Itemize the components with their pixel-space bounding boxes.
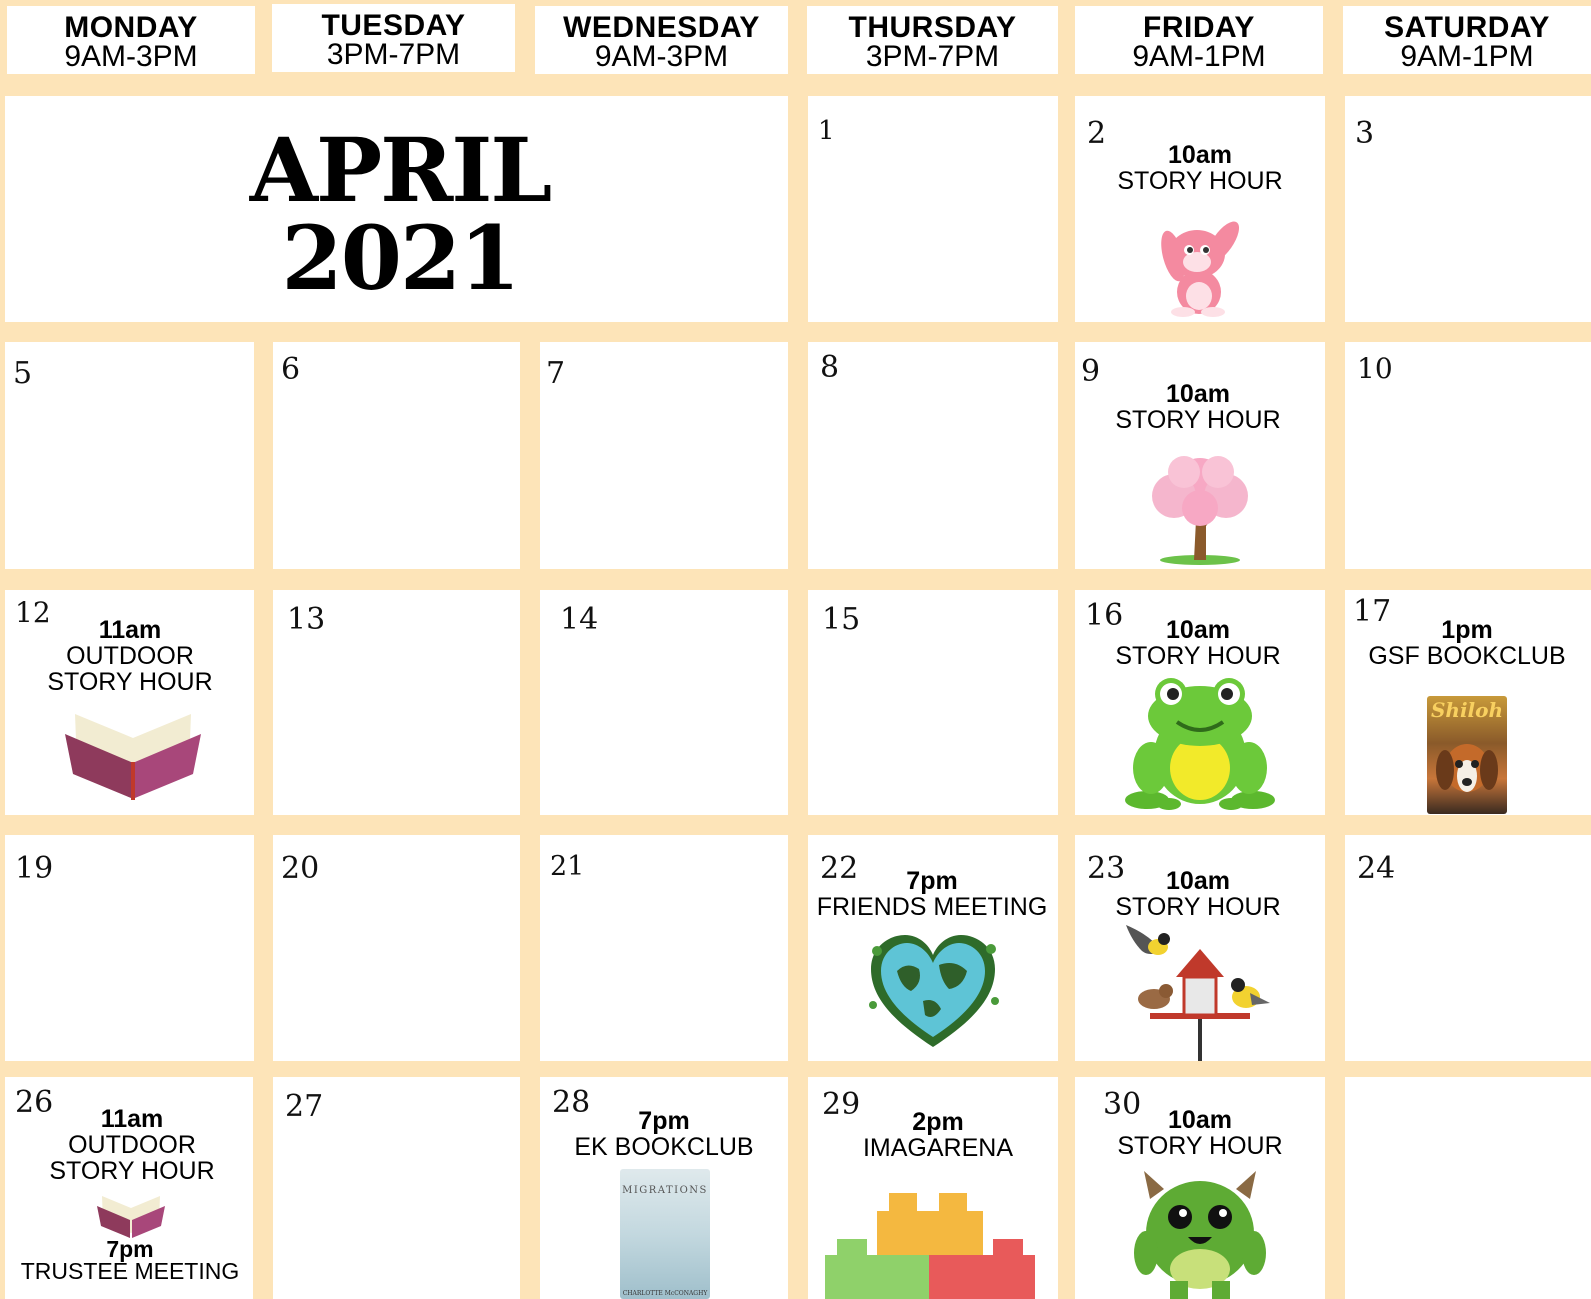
event-name: EK BOOKCLUB <box>574 1133 754 1161</box>
migrations-book-cover <box>620 1169 710 1299</box>
event-time: 10am <box>1166 380 1230 408</box>
day-cell-14 <box>540 590 788 815</box>
day-cell-13 <box>273 590 520 815</box>
day-hours: 9AM-3PM <box>594 40 729 73</box>
day-cell-29 <box>808 1077 1058 1299</box>
header-saturday <box>1343 6 1591 74</box>
event-name-line1: OUTDOOR <box>66 642 194 670</box>
date-number: 26 <box>15 1085 54 1120</box>
day-cell-24 <box>1345 835 1591 1061</box>
cherry-blossom-tree-icon <box>1140 450 1260 565</box>
event <box>812 869 1052 920</box>
day-cell-21 <box>540 835 788 1061</box>
day-cell-9 <box>1075 342 1325 569</box>
event-time: 1pm <box>1441 616 1493 644</box>
bunny-icon <box>1153 212 1247 318</box>
date-number: 12 <box>15 596 51 629</box>
date-number: 20 <box>281 851 320 886</box>
book-author: CHARLOTTE McCONAGHY <box>622 1290 708 1297</box>
day-hours: 3PM-7PM <box>865 40 1000 73</box>
day-name: FRIDAY <box>1143 11 1255 44</box>
day-cell-12 <box>5 590 254 815</box>
day-name: THURSDAY <box>848 11 1017 44</box>
date-number: 5 <box>13 356 33 391</box>
day-name: WEDNESDAY <box>563 11 760 44</box>
date-number: 1 <box>818 116 835 146</box>
event <box>1078 382 1318 433</box>
day-name: SATURDAY <box>1384 11 1550 44</box>
open-book-icon <box>65 708 201 800</box>
day-hours: 9AM-1PM <box>1132 40 1266 73</box>
event-name-line2: STORY HOUR <box>47 668 213 696</box>
open-book-icon <box>97 1193 165 1239</box>
day-cell-16 <box>1075 590 1325 815</box>
bird-feeder-icon <box>1120 921 1280 1061</box>
date-number: 22 <box>820 851 859 886</box>
year-title: 2021 <box>281 206 519 310</box>
date-number: 9 <box>1081 354 1101 389</box>
day-cell-2 <box>1075 96 1325 322</box>
event <box>12 1107 252 1184</box>
date-number: 10 <box>1357 352 1393 385</box>
day-cell-23 <box>1075 835 1325 1061</box>
event-name: STORY HOUR <box>1115 893 1281 921</box>
day-cell-10 <box>1345 342 1591 569</box>
day-cell-20 <box>273 835 520 1061</box>
event-time: 7pm <box>106 1236 154 1262</box>
event <box>1347 618 1587 669</box>
header-tuesday <box>272 4 515 72</box>
day-cell-1 <box>808 96 1058 322</box>
monster-icon <box>1130 1169 1270 1299</box>
book-title: Shiloh <box>1430 698 1504 722</box>
event <box>10 1236 250 1284</box>
event <box>818 1110 1058 1161</box>
book-title: MIGRATIONS <box>622 1185 708 1196</box>
date-number: 14 <box>560 602 599 637</box>
day-cell-3 <box>1345 96 1591 322</box>
event-name: TRUSTEE MEETING <box>20 1258 240 1284</box>
event-time: 11am <box>98 616 162 644</box>
day-cell-7 <box>540 342 788 569</box>
event-name: STORY HOUR <box>1117 167 1283 195</box>
date-number: 23 <box>1087 851 1126 886</box>
event-name: STORY HOUR <box>1117 1132 1283 1160</box>
event <box>544 1109 784 1160</box>
event-name: IMAGARENA <box>862 1134 1014 1162</box>
event-name: STORY HOUR <box>1115 406 1281 434</box>
day-cell-26 <box>5 1077 253 1299</box>
event-name-line2: STORY HOUR <box>49 1157 215 1185</box>
event-time: 10am <box>1166 616 1230 644</box>
event <box>1078 869 1318 920</box>
day-cell-27 <box>273 1077 520 1299</box>
date-number: 29 <box>822 1087 861 1122</box>
event-time: 7pm <box>638 1107 690 1135</box>
date-number: 21 <box>550 851 585 882</box>
day-hours: 9AM-3PM <box>64 40 198 73</box>
event-name-line1: OUTDOOR <box>68 1131 196 1159</box>
day-name: TUESDAY <box>321 9 466 42</box>
month-title-cell <box>5 96 788 322</box>
event-time: 10am <box>1168 1106 1232 1134</box>
date-number: 7 <box>546 356 566 391</box>
date-number: 13 <box>287 602 326 637</box>
day-cell-28 <box>540 1077 788 1299</box>
event <box>1080 143 1320 194</box>
day-cell-8 <box>808 342 1058 569</box>
event-time: 2pm <box>912 1108 964 1136</box>
event-time: 10am <box>1168 141 1232 169</box>
date-number: 16 <box>1085 598 1124 633</box>
date-number: 27 <box>285 1089 324 1124</box>
earth-heart-icon <box>863 931 1003 1051</box>
header-thursday <box>807 6 1058 74</box>
day-cell-15 <box>808 590 1058 815</box>
day-cell-22 <box>808 835 1058 1061</box>
frog-icon <box>1125 676 1275 812</box>
day-cell-6 <box>273 342 520 569</box>
header-friday <box>1075 6 1323 74</box>
day-cell-5 <box>5 342 254 569</box>
month-title: APRIL <box>249 118 551 222</box>
date-number: 28 <box>552 1085 591 1120</box>
date-number: 8 <box>820 350 840 385</box>
date-number: 19 <box>15 851 54 886</box>
event <box>1080 1108 1320 1159</box>
event-name: STORY HOUR <box>1115 642 1281 670</box>
day-cell-17 <box>1345 590 1591 815</box>
event-time: 10am <box>1166 867 1230 895</box>
day-hours: 9AM-1PM <box>1400 40 1534 73</box>
date-number: 24 <box>1357 851 1396 886</box>
date-number: 30 <box>1103 1087 1142 1122</box>
day-cell-30 <box>1075 1077 1325 1299</box>
date-number: 17 <box>1353 594 1392 629</box>
date-number: 2 <box>1087 116 1107 151</box>
header-wednesday <box>535 6 788 74</box>
event <box>1078 618 1318 669</box>
header-monday <box>7 6 255 74</box>
event-name: GSF BOOKCLUB <box>1368 642 1566 670</box>
puppy-icon <box>1427 726 1507 806</box>
day-cell-19 <box>5 835 254 1061</box>
day-name: MONDAY <box>64 11 198 44</box>
event-time: 7pm <box>906 867 958 895</box>
event-name: FRIENDS MEETING <box>816 893 1048 921</box>
event <box>10 618 250 695</box>
day-hours: 3PM-7PM <box>326 38 461 71</box>
date-number: 15 <box>822 602 861 637</box>
event-time: 11am <box>100 1105 164 1133</box>
day-cell-empty <box>1345 1077 1591 1299</box>
date-number: 6 <box>281 352 301 387</box>
shiloh-book-cover <box>1427 696 1507 814</box>
building-blocks-icon <box>825 1193 1037 1299</box>
date-number: 3 <box>1355 116 1375 151</box>
